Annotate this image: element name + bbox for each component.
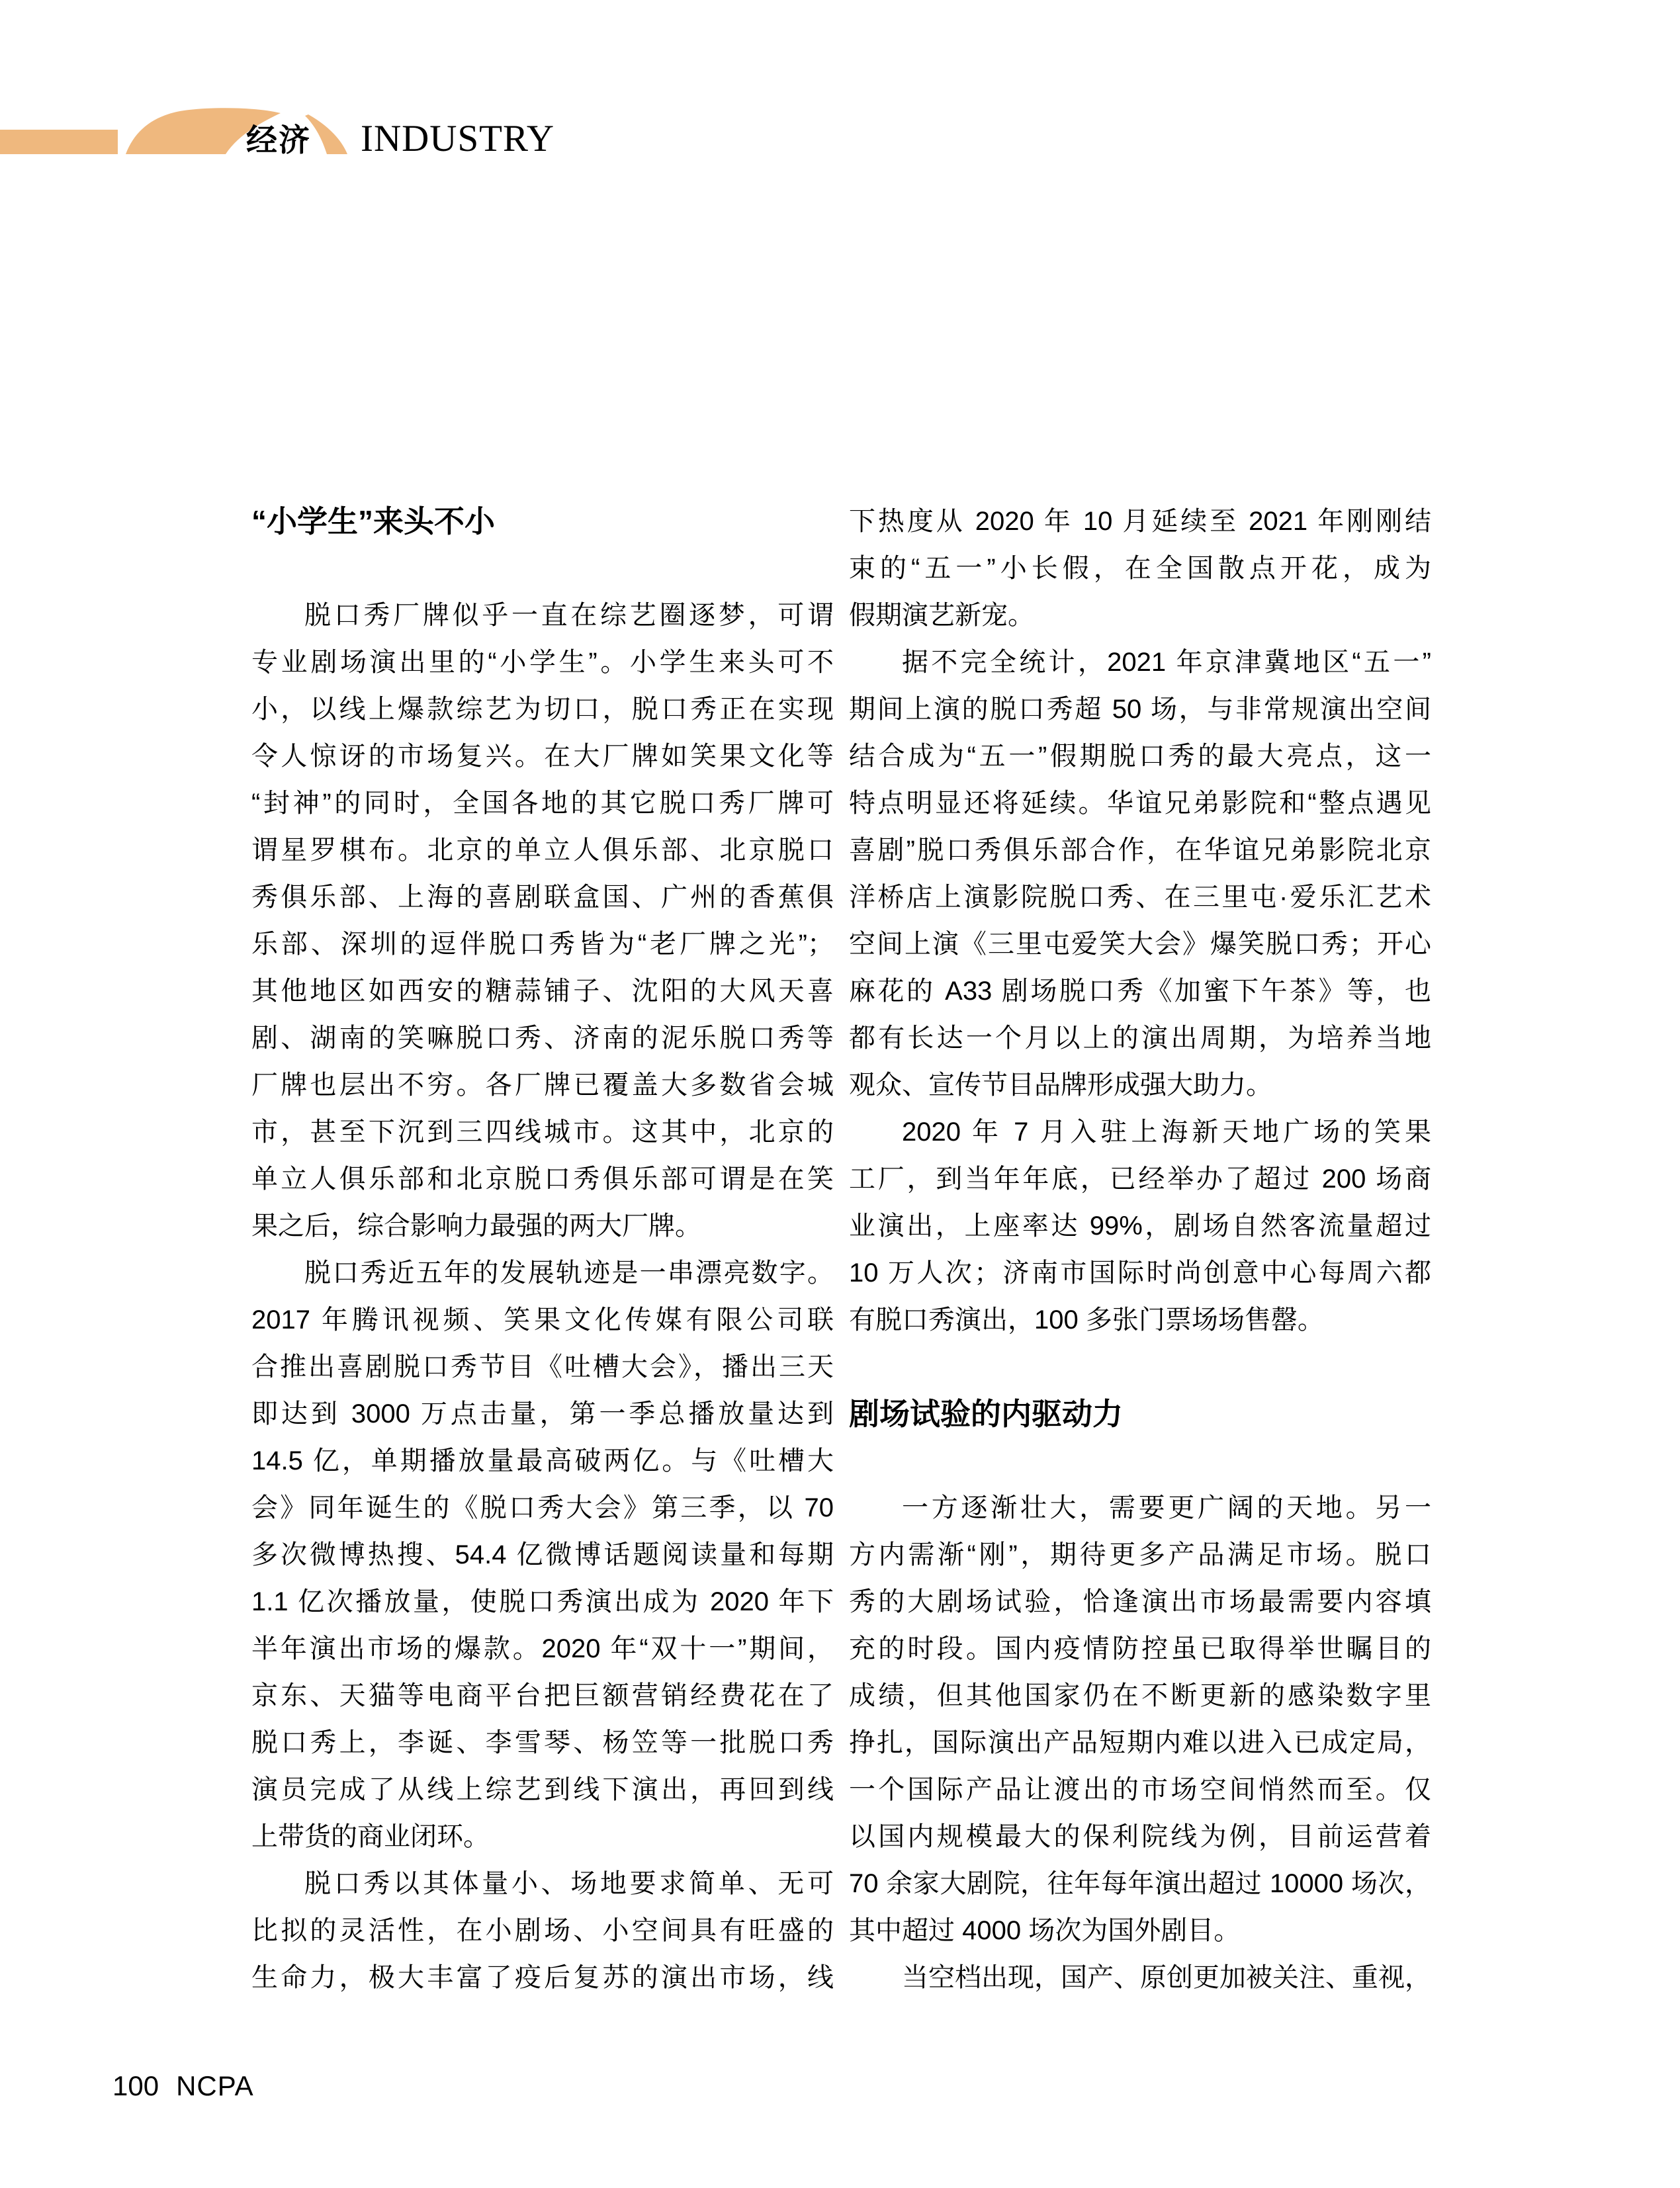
text-line: 空间上演《三里屯爱笑大会》爆笑脱口秀；开心 <box>849 930 1431 959</box>
text-line: 工厂，到当年年底，已经举办了超过 200 场商 <box>849 1164 1431 1194</box>
text-line: 一个国际产品让渡出的市场空间悄然而至。仅 <box>849 1775 1431 1804</box>
text-line: 脱口秀近五年的发展轨迹是一串漂亮数字。 <box>304 1258 834 1288</box>
text-line: 其他地区如西安的糖蒜铺子、沈阳的大风天喜 <box>251 977 834 1006</box>
column-heading: 剧场试验的内驱动力 <box>849 1397 1123 1431</box>
text-line: 下热度从 2020 年 10 月延续至 2021 年刚刚结 <box>849 507 1431 536</box>
text-line: 上带货的商业闭环。 <box>251 1822 490 1851</box>
text-line: 令人惊讶的市场复兴。在大厂牌如笑果文化等 <box>251 742 834 771</box>
text-line: 演员完成了从线上综艺到线下演出，再回到线 <box>251 1775 834 1804</box>
text-line: 小，以线上爆款综艺为切口，脱口秀正在实现 <box>251 695 834 724</box>
text-line: 秀俱乐部、上海的喜剧联盒国、广州的香蕉俱 <box>251 883 834 912</box>
text-line: 麻花的 A33 剧场脱口秀《加蜜下午茶》等，也 <box>849 977 1431 1006</box>
text-line: 据不完全统计，2021 年京津冀地区“五一” <box>902 648 1431 677</box>
text-line: 合推出喜剧脱口秀节目《吐槽大会》，播出三天 <box>251 1352 834 1381</box>
text-line: “封神”的同时，全国各地的其它脱口秀厂牌可 <box>251 789 834 818</box>
text-line: 生命力，极大丰富了疫后复苏的演出市场，线 <box>251 1963 834 1992</box>
text-line: 70 余家大剧院，往年每年演出超过 10000 场次， <box>849 1869 1431 1898</box>
text-line: 10 万人次；济南市国际时尚创意中心每周六都 <box>849 1258 1431 1288</box>
text-line: 一方逐渐壮大，需要更广阔的天地。另一 <box>902 1493 1431 1522</box>
header-bar-shape <box>0 130 118 154</box>
text-line: 2020 年 7 月入驻上海新天地广场的笑果 <box>902 1117 1431 1147</box>
text-line: 都有长达一个月以上的演出周期，为培养当地 <box>849 1024 1431 1053</box>
text-line: 束的“五一”小长假，在全国散点开花，成为 <box>849 554 1431 583</box>
header-crescent-shape <box>305 114 347 154</box>
text-line: 14.5 亿，单期播放量最高破两亿。与《吐槽大 <box>251 1446 834 1475</box>
text-line: 特点明显还将延续。华谊兄弟影院和“整点遇见 <box>849 789 1431 818</box>
text-line: 方内需渐“刚”，期待更多产品满足市场。脱口 <box>849 1540 1431 1569</box>
journal-name: NCPA <box>176 2070 254 2101</box>
text-line: 2017 年腾讯视频、笑果文化传媒有限公司联 <box>251 1305 834 1335</box>
text-line: 挣扎，国际演出产品短期内难以进入已成定局， <box>849 1728 1431 1757</box>
text-line: 观众、宣传节目品牌形成强大助力。 <box>849 1071 1272 1100</box>
text-line: 1.1 亿次播放量，使脱口秀演出成为 2020 年下 <box>251 1587 834 1616</box>
text-line: 成绩，但其他国家仍在不断更新的感染数字里 <box>849 1681 1431 1710</box>
text-line: 会》同年诞生的《脱口秀大会》第三季，以 70 <box>251 1493 834 1522</box>
text-line: 专业剧场演出里的“小学生”。小学生来头可不 <box>251 648 834 677</box>
text-line: 期间上演的脱口秀超 50 场，与非常规演出空间 <box>849 695 1431 724</box>
column-heading: “小学生”来头不小 <box>251 504 495 539</box>
page-number: 100 <box>112 2070 159 2101</box>
text-line: 市，甚至下沉到三四线城市。这其中，北京的 <box>251 1117 834 1147</box>
article-column-right <box>849 498 1431 2001</box>
text-line: 喜剧”脱口秀俱乐部合作，在华谊兄弟影院北京 <box>849 836 1431 865</box>
text-line: 脱口秀上，李诞、李雪琴、杨笠等一批脱口秀 <box>251 1728 834 1757</box>
text-line: 即达到 3000 万点击量，第一季总播放量达到 <box>251 1399 834 1428</box>
text-line: 脱口秀厂牌似乎一直在综艺圈逐梦，可谓 <box>304 601 834 630</box>
text-line: 剧、湖南的笑嘛脱口秀、济南的泥乐脱口秀等 <box>251 1024 834 1053</box>
text-line: 京东、天猫等电商平台把巨额营销经费花在了 <box>251 1681 834 1710</box>
text-line: 洋桥店上演影院脱口秀、在三里屯·爱乐汇艺术 <box>849 883 1431 912</box>
text-line: 假期演艺新宠。 <box>849 601 1034 630</box>
text-line: 谓星罗棋布。北京的单立人俱乐部、北京脱口 <box>251 836 834 865</box>
article-column-left <box>251 498 834 2001</box>
section-title-english: INDUSTRY <box>361 118 555 159</box>
text-line: 其中超过 4000 场次为国外剧目。 <box>849 1916 1241 1945</box>
text-line: 多次微博热搜、54.4 亿微博话题阅读量和每期 <box>251 1540 834 1569</box>
text-line: 当空档出现，国产、原创更加被关注、重视， <box>902 1963 1431 1992</box>
section-title-chinese: 经济 <box>246 122 311 157</box>
text-line: 有脱口秀演出，100 多张门票场场售罄。 <box>849 1305 1324 1335</box>
text-line: 充的时段。国内疫情防控虽已取得举世瞩目的 <box>849 1634 1431 1663</box>
text-line: 脱口秀以其体量小、场地要求简单、无可 <box>304 1869 834 1898</box>
text-line: 厂牌也层出不穷。各厂牌已覆盖大多数省会城 <box>251 1071 834 1100</box>
text-line: 乐部、深圳的逗伴脱口秀皆为“老厂牌之光”； <box>251 930 834 959</box>
text-line: 业演出，上座率达 99%，剧场自然客流量超过 <box>849 1211 1431 1241</box>
text-line: 单立人俱乐部和北京脱口秀俱乐部可谓是在笑 <box>251 1164 834 1194</box>
text-line: 半年演出市场的爆款。2020 年“双十一”期间， <box>251 1634 834 1663</box>
text-line: 秀的大剧场试验，恰逢演出市场最需要内容填 <box>849 1587 1431 1616</box>
text-line: 果之后，综合影响力最强的两大厂牌。 <box>251 1211 701 1241</box>
page-footer <box>112 2070 254 2103</box>
text-line: 结合成为“五一”假期脱口秀的最大亮点，这一 <box>849 742 1431 771</box>
text-line: 比拟的灵活性，在小剧场、小空间具有旺盛的 <box>251 1916 834 1945</box>
text-line: 以国内规模最大的保利院线为例，目前运营着 <box>849 1822 1431 1851</box>
